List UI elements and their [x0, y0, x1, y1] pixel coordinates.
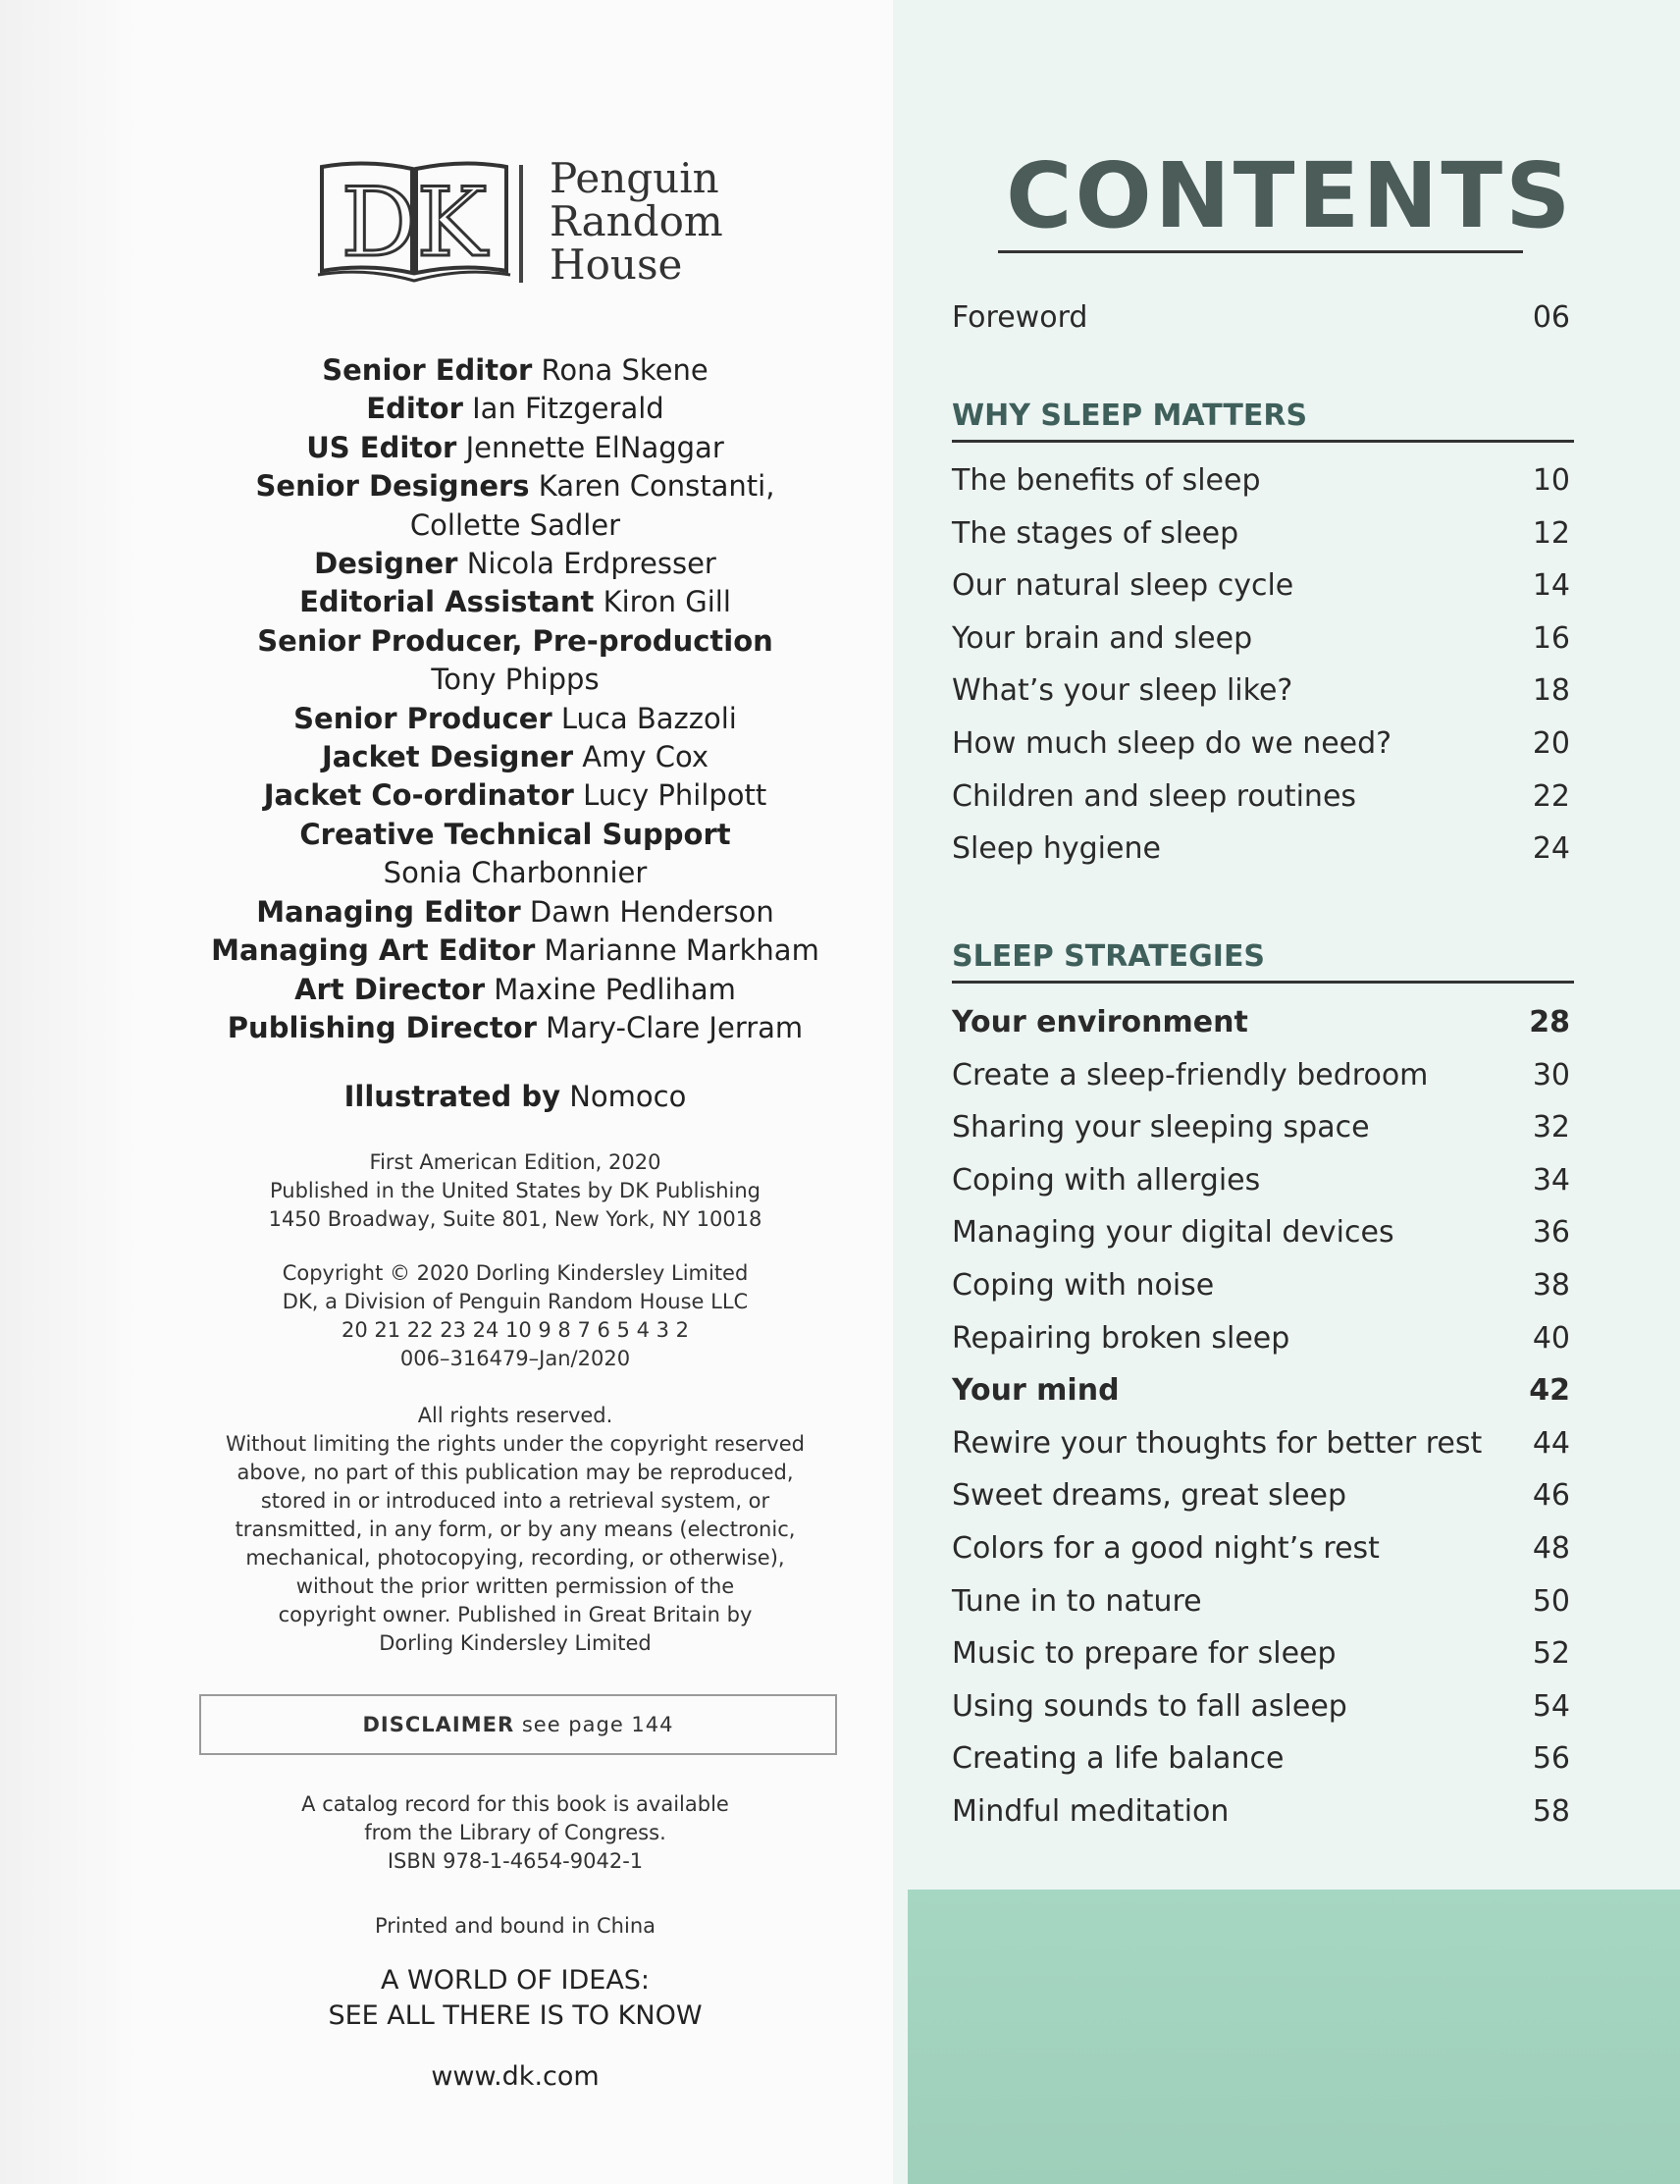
credit-line: [137, 971, 893, 1009]
toc-label: Sweet dreams, great sleep: [952, 1478, 1347, 1514]
credit-name: Rona Skene: [541, 353, 709, 387]
toc-page: 28: [1529, 1005, 1570, 1039]
dk-mark-text: DK: [341, 168, 488, 278]
copyright-info: [137, 1259, 893, 1373]
toc-label: Foreword: [952, 300, 1088, 335]
credit-line: [137, 816, 893, 854]
credit-role: Managing Art Editor: [211, 933, 536, 968]
credit-name: Kiron Gill: [603, 585, 731, 619]
toc-page: 36: [1532, 1215, 1570, 1251]
credit-role: Managing Editor: [256, 894, 521, 929]
toc-label: Sharing your sleeping space: [952, 1110, 1370, 1145]
text-line: ISBN 978-1-4654-9042-1: [387, 1849, 644, 1873]
credit-line: [137, 429, 893, 467]
toc-entry[interactable]: [952, 1266, 1570, 1305]
text-line: 1450 Broadway, Suite 801, New York, NY 10018: [268, 1207, 762, 1231]
credit-line: [137, 738, 893, 776]
toc-entry[interactable]: [952, 1739, 1570, 1779]
credit-name: Mary-Clare Jerram: [546, 1010, 804, 1044]
toc-label: How much sleep do we need?: [952, 726, 1392, 761]
publisher-line: Random: [550, 197, 723, 245]
credit-role: Jacket Co-ordinator: [263, 778, 574, 813]
toc-label: Tune in to nature: [952, 1583, 1202, 1619]
disclaimer-text: see page 144: [521, 1713, 674, 1736]
toc-entry[interactable]: [952, 1319, 1570, 1358]
green-color-band: [908, 1890, 1680, 2184]
toc-page: 52: [1532, 1636, 1570, 1672]
publisher-line: Penguin: [550, 154, 719, 202]
credit-line: [137, 506, 893, 545]
credit-role: Publishing Director: [227, 1010, 537, 1044]
toc-entry[interactable]: [952, 1424, 1570, 1464]
credit-line: [137, 390, 893, 428]
toc-label: Rewire your thoughts for better rest: [952, 1425, 1483, 1461]
text-line: Copyright © 2020 Dorling Kindersley Limited: [282, 1261, 749, 1285]
toc-label: Creating a life balance: [952, 1741, 1285, 1777]
credit-line: [137, 700, 893, 738]
toc-subsection[interactable]: [952, 1003, 1570, 1042]
text-line: A catalog record for this book is available: [301, 1792, 729, 1816]
website-link[interactable]: www.dk.com: [431, 2061, 600, 2092]
toc-page: 18: [1532, 673, 1570, 709]
text-line: stored in or introduced into a retrieval system, or: [260, 1489, 770, 1513]
text-line: Dorling Kindersley Limited: [379, 1631, 652, 1655]
toc-label: The benefits of sleep: [952, 463, 1261, 498]
toc-entry[interactable]: [952, 1213, 1570, 1252]
toc-page: 50: [1532, 1583, 1570, 1619]
disclaimer-box: [199, 1694, 837, 1755]
toc-entry[interactable]: [952, 671, 1570, 711]
text-line: copyright owner. Published in Great Britain by: [278, 1603, 753, 1626]
motto-line: SEE ALL THERE IS TO KNOW: [328, 2000, 703, 2031]
credit-name: Nicola Erdpresser: [466, 547, 716, 581]
text-line: Without limiting the rights under the copyright reserved: [226, 1432, 805, 1456]
toc-page: 42: [1529, 1373, 1570, 1409]
toc-page: 56: [1532, 1741, 1570, 1777]
toc-page: 10: [1532, 463, 1570, 498]
toc-page: 54: [1532, 1688, 1570, 1724]
toc-page: 24: [1532, 831, 1570, 867]
section-rule: [952, 981, 1574, 984]
printed-info: Printed and bound in China: [374, 1914, 656, 1938]
toc-page: 48: [1532, 1531, 1570, 1566]
toc-label: Your environment: [952, 1005, 1248, 1039]
section-rule: [952, 440, 1574, 443]
catalog-info: [137, 1790, 893, 1876]
credit-name: Tony Phipps: [431, 663, 600, 697]
credit-line: [137, 467, 893, 506]
toc-page: 46: [1532, 1478, 1570, 1514]
toc-page: 16: [1532, 620, 1570, 656]
toc-entry[interactable]: [952, 724, 1570, 764]
credit-role: Senior Producer: [293, 701, 552, 735]
credit-name: Ian Fitzgerald: [472, 392, 664, 426]
toc-page: 38: [1532, 1268, 1570, 1303]
credits-list: [137, 351, 893, 1047]
credit-line: [137, 622, 893, 661]
toc-page: 14: [1532, 568, 1570, 604]
section-heading-text: WHY SLEEP MATTERS: [952, 399, 1308, 433]
toc-label: Our natural sleep cycle: [952, 568, 1294, 604]
disclaimer-label: DISCLAIMER: [362, 1713, 515, 1736]
credit-name: Collette Sadler: [409, 507, 621, 542]
toc-label: Repairing broken sleep: [952, 1320, 1290, 1356]
section-heading: [952, 937, 1574, 977]
toc-page: 44: [1532, 1425, 1570, 1461]
credit-role: Senior Producer, Pre-production: [257, 623, 773, 658]
toc-entry[interactable]: [952, 1476, 1570, 1516]
toc-label: The stages of sleep: [952, 515, 1239, 551]
toc-label: What’s your sleep like?: [952, 673, 1293, 709]
toc-page: 58: [1532, 1794, 1570, 1829]
toc-entry[interactable]: [952, 777, 1570, 817]
text-line: DK, a Division of Penguin Random House LLC: [282, 1290, 749, 1313]
credit-name: Marianne Markham: [544, 933, 819, 968]
text-line: All rights reserved.: [417, 1404, 613, 1427]
toc-label: Mindful meditation: [952, 1794, 1230, 1829]
toc-subsection[interactable]: [952, 1371, 1570, 1411]
section-heading-text: SLEEP STRATEGIES: [952, 939, 1266, 974]
credit-line: [137, 583, 893, 621]
illustrated-role: Illustrated by: [343, 1080, 561, 1113]
credit-role: US Editor: [306, 430, 457, 464]
section-heading: [952, 397, 1574, 436]
credit-name: Sonia Charbonnier: [383, 856, 648, 890]
page-gutter-shade: [0, 0, 137, 2184]
toc-label: Using sounds to fall asleep: [952, 1688, 1347, 1724]
toc-label: Sleep hygiene: [952, 831, 1161, 867]
credit-name: Luca Bazzoli: [560, 701, 737, 735]
toc-entry[interactable]: [952, 566, 1570, 606]
toc-entry[interactable]: [952, 1582, 1570, 1622]
text-line: 20 21 22 23 24 10 9 8 7 6 5 4 3 2: [341, 1318, 689, 1342]
edition-info: [137, 1148, 893, 1234]
toc-entry-foreword[interactable]: [952, 298, 1570, 338]
toc-page: 34: [1532, 1162, 1570, 1198]
text-line: 006–316479–Jan/2020: [399, 1347, 631, 1370]
motto: [137, 1963, 893, 2034]
toc-page: 32: [1532, 1110, 1570, 1145]
toc-page: 22: [1532, 778, 1570, 814]
toc-entry[interactable]: [952, 1687, 1570, 1727]
illustrated-name: Nomoco: [569, 1080, 687, 1113]
toc-label: Music to prepare for sleep: [952, 1636, 1337, 1672]
credit-name: Maxine Pedliham: [494, 972, 736, 1006]
toc-label: Colors for a good night’s rest: [952, 1531, 1380, 1566]
credit-name: Karen Constanti,: [538, 469, 775, 504]
credit-line: [137, 854, 893, 892]
credit-line: [137, 776, 893, 815]
publisher-name: [550, 154, 723, 289]
dk-open-book-icon: [316, 157, 512, 290]
toc-label: Your brain and sleep: [952, 620, 1253, 656]
text-line: from the Library of Congress.: [364, 1821, 666, 1844]
credit-line: [137, 351, 893, 390]
credit-line: [137, 893, 893, 932]
text-line: above, no part of this publication may be reproduced,: [236, 1461, 794, 1484]
toc-entry[interactable]: [952, 829, 1570, 869]
toc-entry[interactable]: [952, 514, 1570, 554]
credit-line: [137, 661, 893, 699]
credit-line: [137, 545, 893, 583]
toc-label: Managing your digital devices: [952, 1215, 1394, 1251]
contents-title: CONTENTS: [1006, 143, 1574, 248]
toc-page: 12: [1532, 515, 1570, 551]
publisher-line: House: [550, 240, 683, 289]
credit-name: Dawn Henderson: [529, 894, 774, 929]
credit-name: Jennette ElNaggar: [465, 430, 724, 464]
motto-line: A WORLD OF IDEAS:: [380, 1965, 651, 1996]
rights-statement: [137, 1402, 893, 1658]
credit-name: Amy Cox: [582, 740, 709, 774]
toc-page: 30: [1532, 1057, 1570, 1092]
credit-name: Lucy Philpott: [583, 778, 767, 813]
title-rule: [998, 250, 1523, 253]
toc-entry[interactable]: [952, 1529, 1570, 1569]
credit-role: Jacket Designer: [322, 740, 574, 774]
toc-label: Your mind: [952, 1373, 1120, 1409]
publisher-logo: [316, 154, 728, 290]
illustrator-credit: [137, 1080, 893, 1113]
text-line: mechanical, photocopying, recording, or otherwise),: [245, 1546, 785, 1570]
text-line: without the prior written permission of the: [295, 1574, 735, 1598]
credit-role: Senior Editor: [322, 353, 533, 387]
logo-divider: [519, 165, 523, 283]
toc-entry[interactable]: [952, 1634, 1570, 1674]
credit-role: Senior Designers: [255, 469, 530, 504]
credit-line: [137, 932, 893, 970]
toc-entry[interactable]: [952, 1056, 1570, 1095]
toc-label: Children and sleep routines: [952, 778, 1357, 814]
text-line: First American Edition, 2020: [369, 1150, 661, 1174]
toc-page: 40: [1532, 1320, 1570, 1356]
toc-entry[interactable]: [952, 1108, 1570, 1147]
toc-entry[interactable]: [952, 619, 1570, 659]
credit-role: Editor: [366, 392, 463, 426]
toc-page: 20: [1532, 726, 1570, 761]
credit-role: Designer: [314, 547, 458, 581]
toc-label: Coping with allergies: [952, 1162, 1261, 1198]
toc-label: Create a sleep-friendly bedroom: [952, 1057, 1429, 1092]
text-line: transmitted, in any form, or by any means (electronic,: [235, 1518, 796, 1541]
toc-entry[interactable]: [952, 1161, 1570, 1200]
credit-line: [137, 1009, 893, 1047]
credit-role: Art Director: [294, 972, 486, 1006]
toc-entry[interactable]: [952, 1792, 1570, 1832]
text-line: Published in the United States by DK Publishing: [270, 1179, 761, 1202]
toc-entry[interactable]: [952, 461, 1570, 501]
credit-role: Creative Technical Support: [299, 817, 731, 851]
toc-page: 06: [1532, 300, 1570, 335]
credit-role: Editorial Assistant: [299, 585, 595, 619]
toc-label: Coping with noise: [952, 1268, 1215, 1303]
